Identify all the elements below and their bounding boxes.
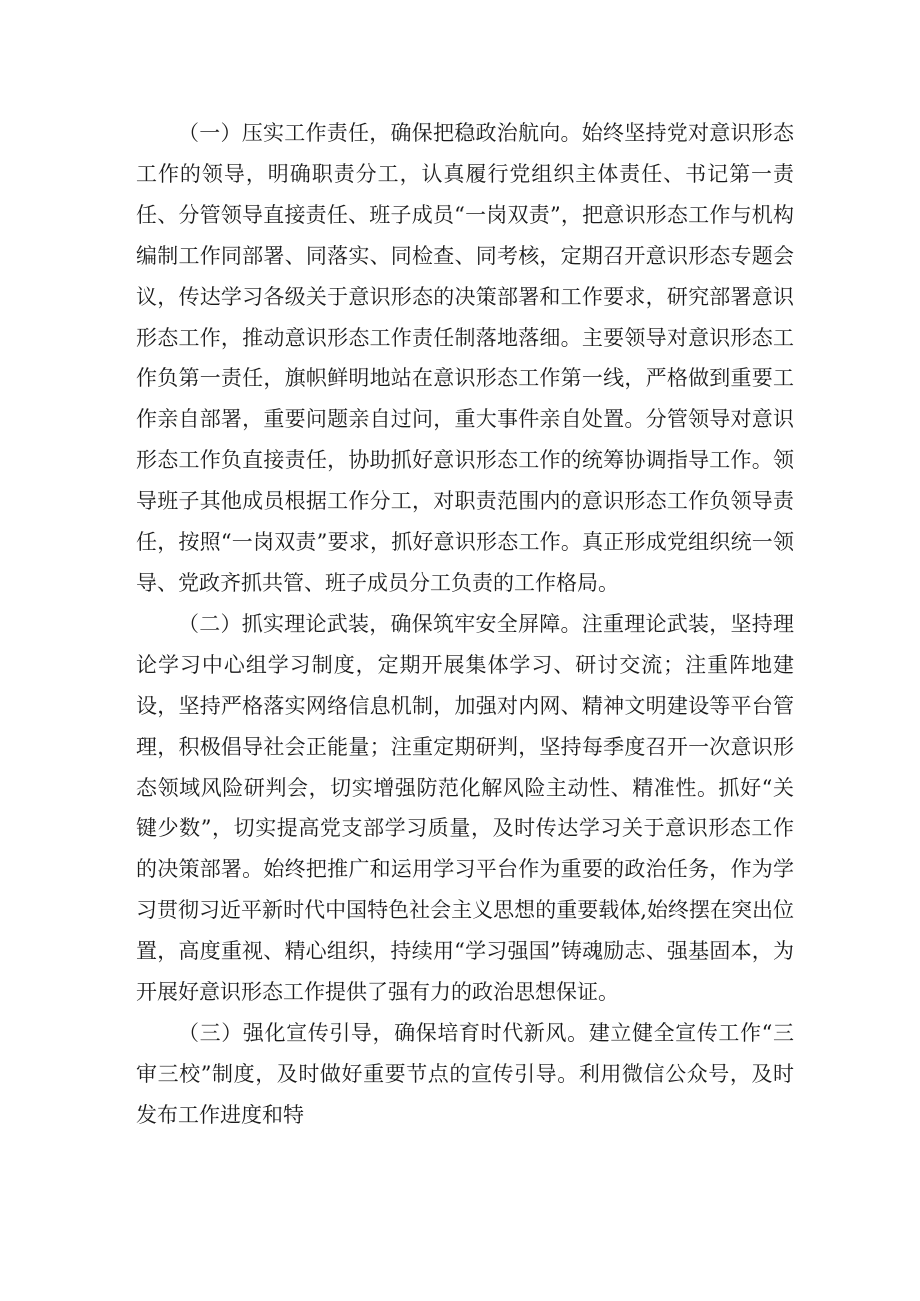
document-body [136,113,794,1136]
paragraph-theory: （二）抓实理论武装，确保筑牢安全屏障。注重理论武装，坚持理论学习中心组学习制度，定期开展集体学习、研讨交流；注重阵地建设，坚持严格落实网络信息机制，加强对内网、精神文明建设等平台管理，积极倡导社会正能量；注重定期研判，坚持每季度召开一次意识形态领域风险研判会，切实增强防范化解风险主动性、精准性。抓好“关键少数”，切实提高党支部学习质量，及时传达学习关于意识形态工作的决策部署。始终把推广和运用学习平台作为重要的政治任务，作为学习贯彻习近平新时代中国特色社会主义思想的重要载体,始终摆在突出位置，高度重视、精心组织，持续用“学习强国”铸魂励志、强基固本，为开展好意识形态工作提供了强有力的政治思想保证。 [136,611,794,1005]
paragraph-publicity: （三）强化宣传引导，确保培育时代新风。建立健全宣传工作“三审三校”制度，及时做好重要节点的宣传引导。利用微信公众号，及时发布工作进度和特 [136,1020,794,1127]
paragraph-responsibility: （一）压实工作责任，确保把稳政治航向。始终坚持党对意识形态工作的领导，明确职责分工，认真履行党组织主体责任、书记第一责任、分管领导直接责任、班子成员“一岗双责”，把意识形态工作与机构编制工作同部署、同落实、同检查、同考核，定期召开意识形态专题会议，传达学习各级关于意识形态的决策部署和工作要求，研究部署意识形态工作，推动意识形态工作责任制落地落细。主要领导对意识形态工作负第一责任，旗帜鲜明地站在意识形态工作第一线，严格做到重要工作亲自部署，重要问题亲自过问，重大事件亲自处置。分管领导对意识形态工作负直接责任，协助抓好意识形态工作的统筹协调指导工作。领导班子其他成员根据工作分工，对职责范围内的意识形态工作负领导责任，按照“一岗双责”要求，抓好意识形态工作。真正形成党组织统一领导、党政齐抓共管、班子成员分工负责的工作格局。 [136,121,794,595]
